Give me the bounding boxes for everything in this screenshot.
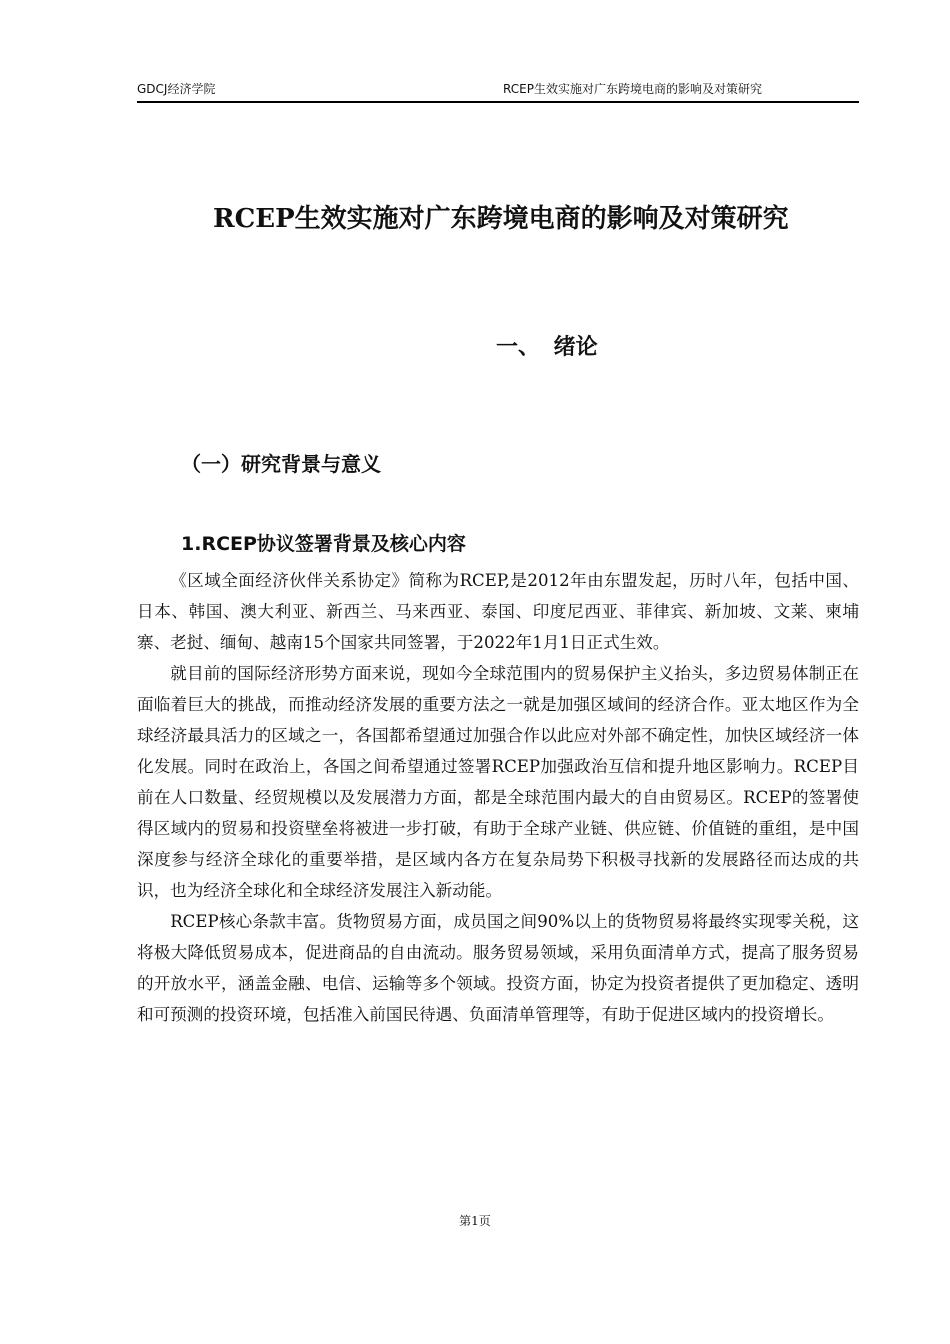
subsection-heading: 1.RCEP协议签署背景及核心内容 xyxy=(181,533,466,555)
chapter-heading: 一、 绪论 xyxy=(496,335,598,360)
paragraph: RCEP核心条款丰富。货物贸易方面，成员国之间90%以上的货物贸易将最终实现零关税，这将极大降低贸易成本，促进商品的自由流动。服务贸易领域，采用负面清单方式，提高了服务贸易的开放水平，涵盖金融、电信、运输等多个领域。投资方面，协定为投资者提供了更加稳定、透明和可预测的投资环境，包括准入前国民待遇、负面清单管理等，有助于促进区域内的投资增长。 xyxy=(137,912,859,1024)
body-text xyxy=(137,565,859,1030)
header-running-title: RCEP生效实施对广东跨境电商的影响及对策研究 xyxy=(503,82,762,96)
paragraph: 就目前的国际经济形势方面来说，现如今全球范围内的贸易保护主义抬头，多边贸易体制正在面临着巨大的挑战，而推动经济发展的重要方法之一就是加强区域间的经济合作。亚太地区作为全球经济最具活力的区域之一，各国都希望通过加强合作以此应对外部不确定性，加快区域经济一体化发展。同时在政治上，各国之间希望通过签署RCEP加强政治互信和提升地区影响力。RCEP目前在人口数量、经贸规模以及发展潜力方面，都是全球范围内最大的自由贸易区。RCEP的签署使得区域内的贸易和投资壁垒将被进一步打破，有助于全球产业链、供应链、价值链的重组，是中国深度参与经济全球化的重要举措，是区域内各方在复杂局势下积极寻找新的发展路径而达成的共识，也为经济全球化和全球经济发展注入新动能。 xyxy=(137,664,859,900)
document-title: RCEP生效实施对广东跨境电商的影响及对策研究 xyxy=(213,204,789,234)
header-institution: GDCJ经济学院 xyxy=(137,82,216,96)
page-header xyxy=(137,79,859,103)
section-heading: （一）研究背景与意义 xyxy=(181,452,381,476)
paragraph: 《区域全面经济伙伴关系协定》简称为RCEP,是2012年由东盟发起，历时八年，包括中国、日本、韩国、澳大利亚、新西兰、马来西亚、泰国、印度尼西亚、菲律宾、新加坡、文莱、柬埔寨、老挝、缅甸、越南15个国家共同签署，于2022年1月1日正式生效。 xyxy=(137,571,859,652)
page-number: 第1页 xyxy=(459,1214,491,1228)
